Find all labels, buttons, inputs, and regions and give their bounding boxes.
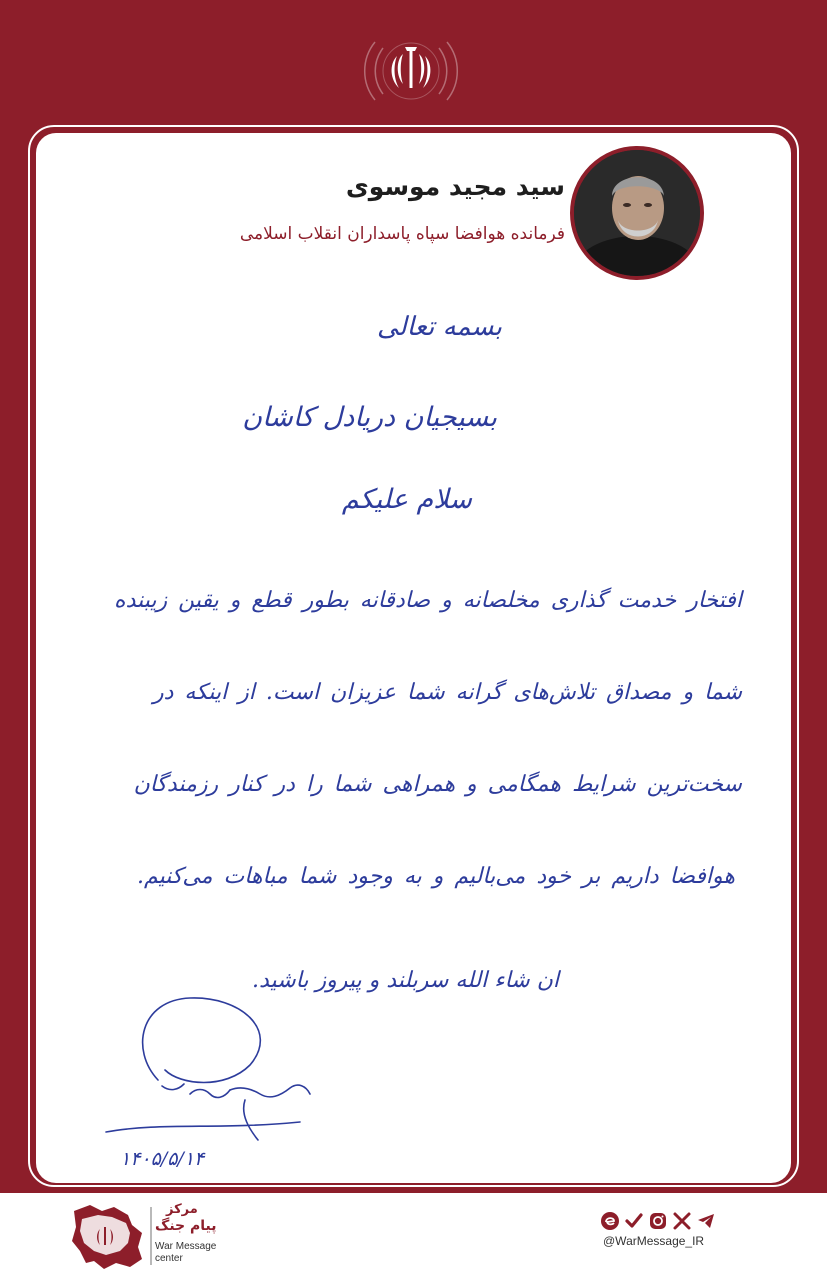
instagram-icon[interactable] (648, 1211, 668, 1231)
iran-map-logo (68, 1201, 146, 1273)
social-handle[interactable]: @WarMessage_IR (603, 1234, 705, 1248)
logo-english-line1: War Message (155, 1241, 217, 1252)
letter-greeting: سلام علیکم (341, 484, 472, 515)
footer (0, 1193, 827, 1280)
author-name: سید مجید موسوی (345, 172, 565, 201)
letter-body-line: سخت‌ترین شرایط همگامی و همراهی شما را در کنار رزمندگان (133, 772, 742, 797)
telegram-icon[interactable] (696, 1211, 716, 1231)
eitaa-icon[interactable] (600, 1211, 620, 1231)
author-portrait (570, 146, 704, 280)
social-icons (600, 1211, 716, 1231)
letter-heading: بسمه تعالی (377, 312, 502, 342)
letter-recipient: بسیجیان دریادل کاشان (242, 402, 497, 433)
letter-body-line: هوافضا داریم بر خود می‌بالیم و به وجود شما مباهات می‌کنیم. (137, 864, 735, 889)
iran-emblem-icon (363, 28, 459, 114)
check-icon[interactable] (624, 1211, 644, 1231)
letter-body-line: افتخار خدمت گذاری مخلصانه و صادقانه بطور قطع و یقین زیبنده (114, 588, 742, 613)
letter-body-line: شما و مصداق تلاش‌های گرانه شما عزیزان است. از اینکه در (152, 680, 742, 705)
letter-date: ۱۴۰۵/۵/۱۴ (120, 1148, 205, 1170)
handwritten-signature (100, 990, 330, 1150)
author-role: فرمانده هوافضا سپاه پاسداران انقلاب اسلامی (239, 224, 565, 244)
letter-closing: ان شاء الله سربلند و پیروز باشید. (252, 968, 559, 993)
x-icon[interactable] (672, 1211, 692, 1231)
logo-divider (150, 1207, 152, 1265)
logo-title-line2: پیام جنگ (155, 1218, 217, 1234)
logo-title-line1: مرکز (166, 1202, 198, 1217)
logo-english-line2: center (155, 1253, 183, 1264)
